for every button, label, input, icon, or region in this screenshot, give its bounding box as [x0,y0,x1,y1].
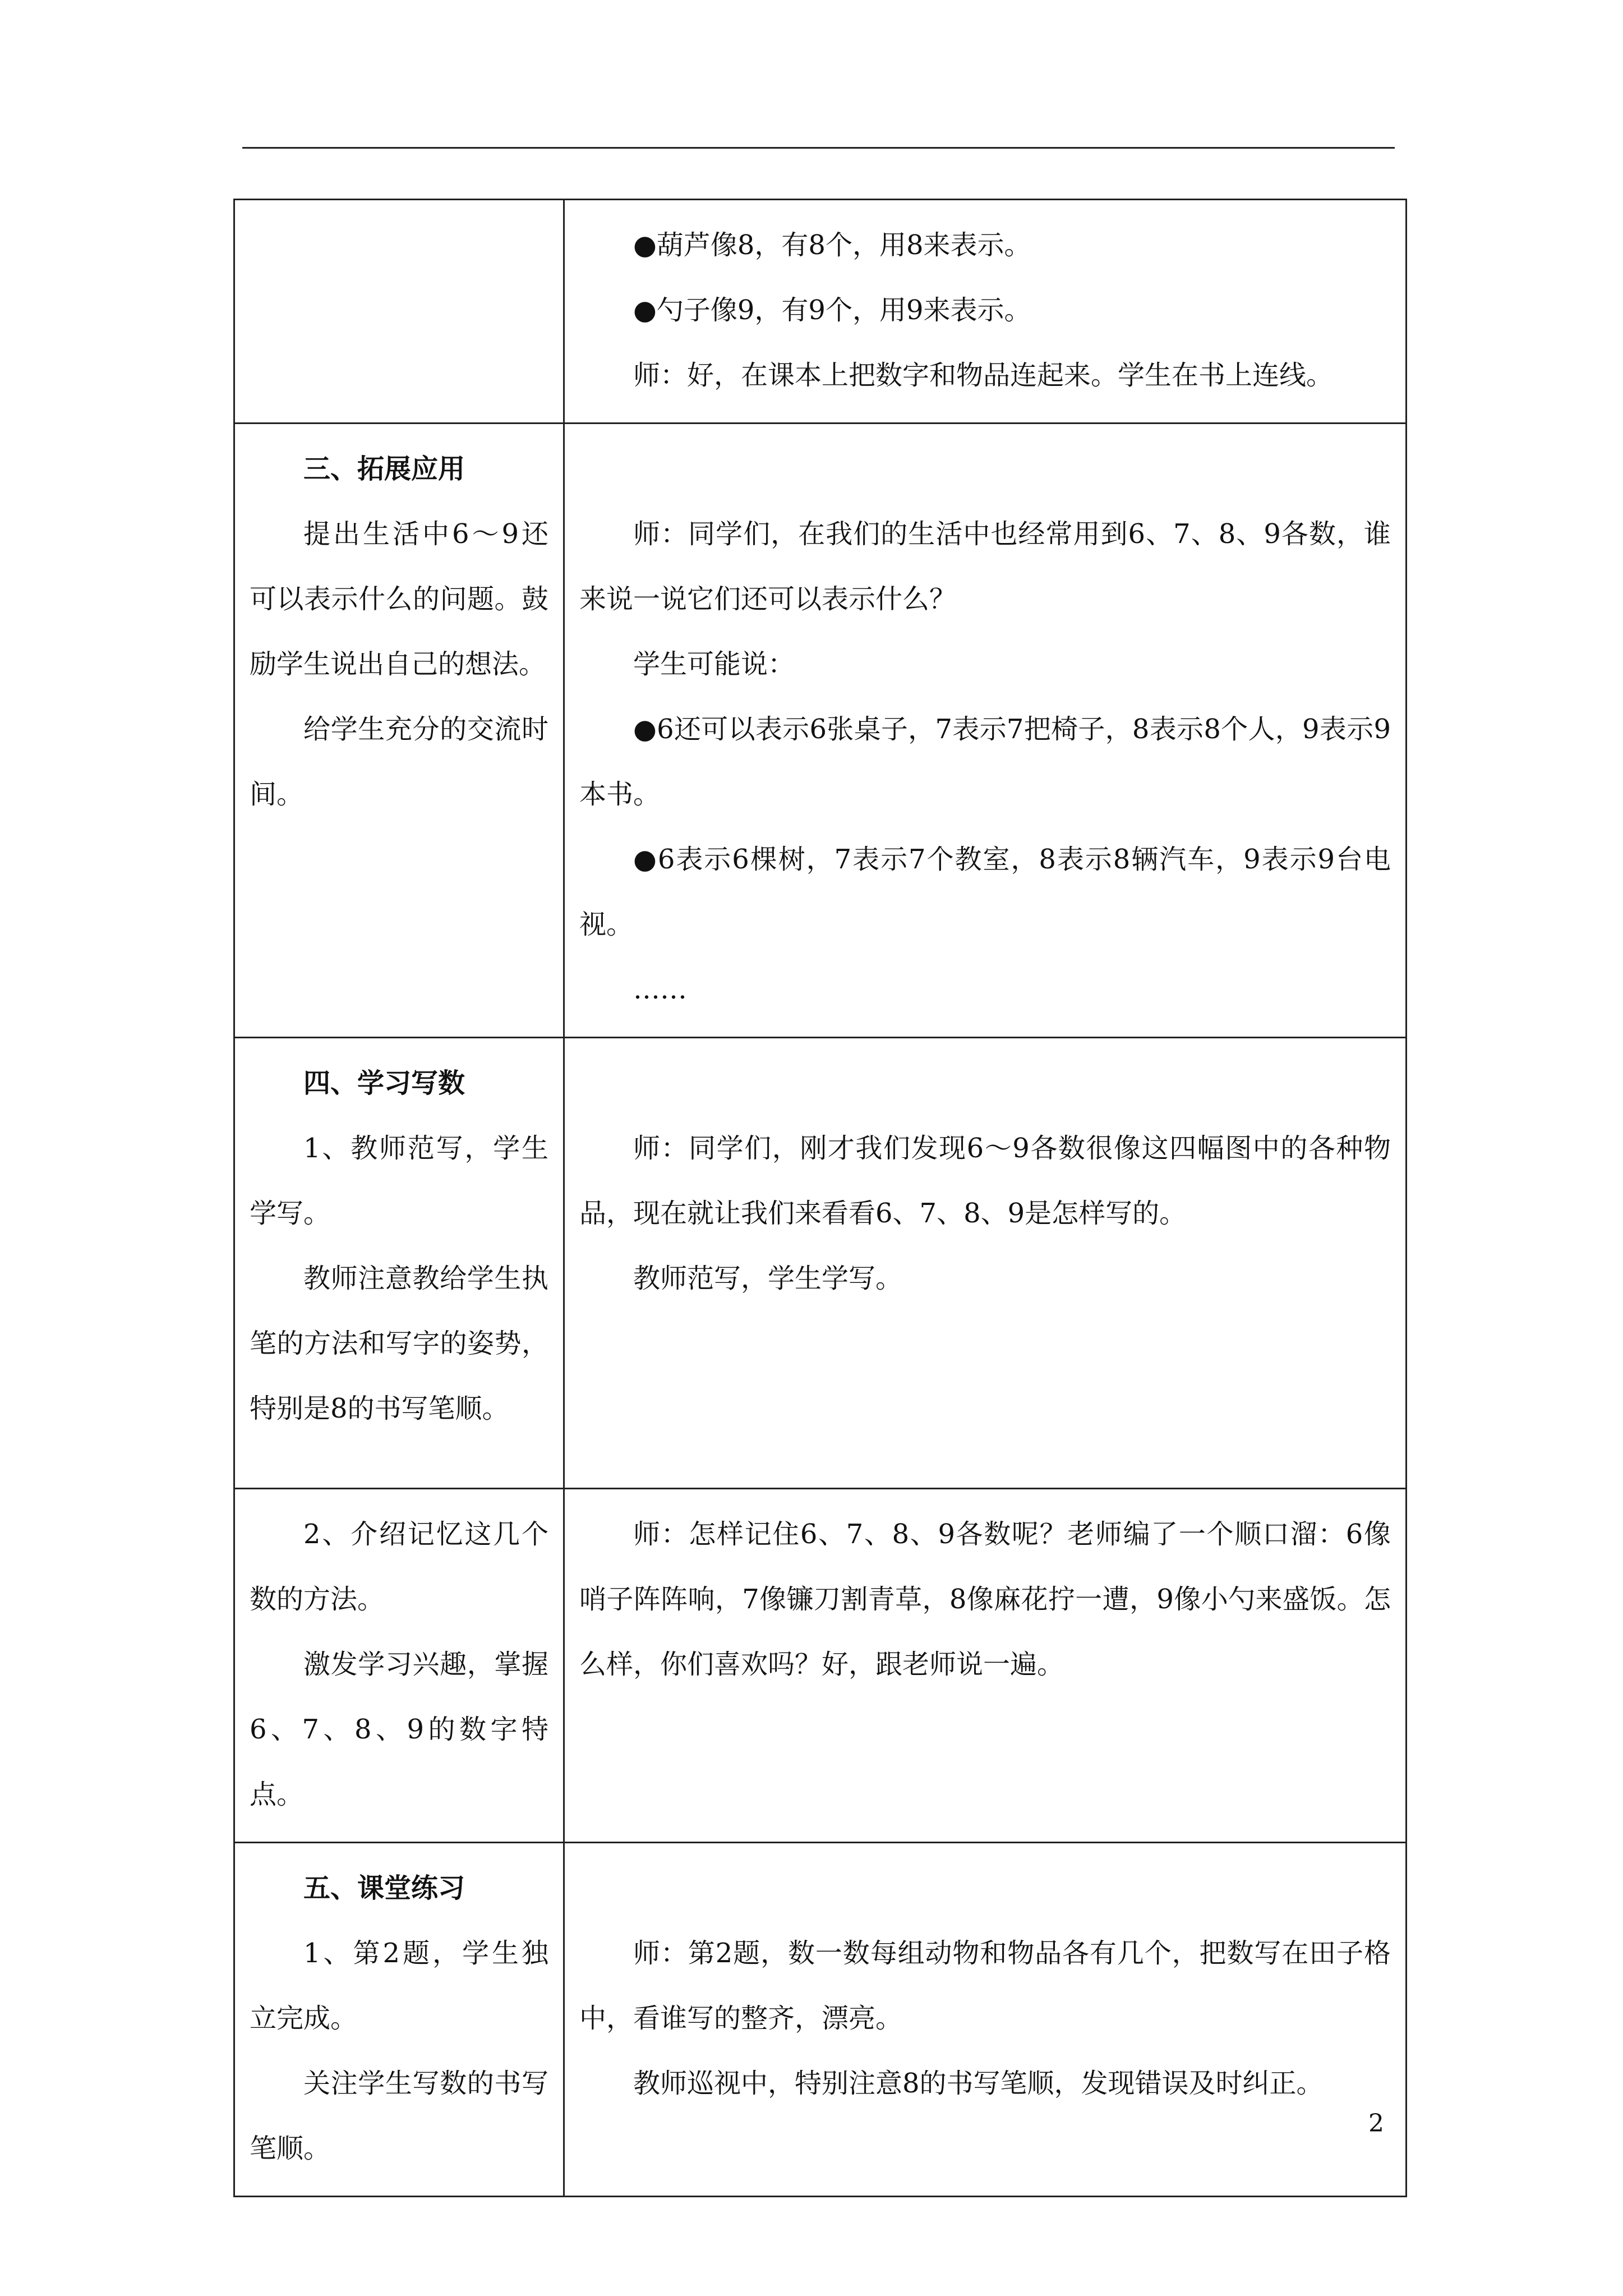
left-cell [234,1038,564,1489]
paragraph: ●勺子像9，有9个，用9来表示。 [633,295,1031,326]
table-row [234,200,1407,424]
right-cell [564,1038,1407,1489]
left-cell [234,424,564,1038]
left-cell [234,200,564,424]
table-row [234,1843,1407,2197]
right-cell [564,1843,1407,2197]
paragraph: 1、第2题，学生独立完成。 [250,1938,548,2034]
paragraph: 提出生活中6～9还可以表示什么的问题。鼓励学生说出自己的想法。 [250,518,548,680]
left-cell [234,1843,564,2197]
paragraph: 关注学生写数的书写笔顺。 [250,2068,548,2164]
section-heading: 三、拓展应用 [303,453,465,485]
left-cell [234,1489,564,1843]
paragraph: 师：怎样记住6、7、8、9各数呢？老师编了一个顺口溜：6像哨子阵阵响，7像镰刀割青草，8像麻花拧一遭，9像小勺来盛饭。怎么样，你们喜欢吗？好，跟老师说一遍。 [579,1519,1391,1680]
right-cell [564,1489,1407,1843]
paragraph: 1、教师范写，学生学写。 [250,1133,548,1229]
lesson-plan-table [233,199,1407,2197]
paragraph: 激发学习兴趣，掌握6、7、8、9的数字特点。 [250,1649,548,1810]
paragraph: 师：第2题，数一数每组动物和物品各有几个，把数写在田子格中，看谁写的整齐，漂亮。 [579,1938,1391,2034]
paragraph: 师：好，在课本上把数字和物品连起来。学生在书上连线。 [633,360,1334,391]
paragraph: ●6表示6棵树，7表示7个教室，8表示8辆汽车，9表示9台电视。 [579,844,1391,940]
header-rule [242,147,1395,149]
paragraph: 教师巡视中，特别注意8的书写笔顺，发现错误及时纠正。 [633,2068,1324,2099]
section-heading: 四、学习写数 [303,1068,465,1099]
table-row [234,1038,1407,1489]
paragraph: 学生可能说： [633,648,795,680]
paragraph: 2、介绍记忆这几个数的方法。 [250,1519,548,1615]
right-cell [564,200,1407,424]
paragraph: ●6还可以表示6张桌子，7表示7把椅子，8表示8个人，9表示9本书。 [579,714,1391,810]
paragraph: ●葫芦像8，有8个，用8来表示。 [633,229,1031,261]
section-heading: 五、课堂练习 [303,1872,465,1904]
page-number: 2 [1368,2109,1384,2138]
paragraph: 给学生充分的交流时间。 [250,714,548,810]
table-row [234,1489,1407,1843]
table-row [234,424,1407,1038]
paragraph: 教师范写，学生学写。 [633,1263,903,1294]
paragraph: 师：同学们，刚才我们发现6～9各数很像这四幅图中的各种物品，现在就让我们来看看6、7、8、9是怎样写的。 [579,1133,1391,1229]
paragraph: 教师注意教给学生执笔的方法和写字的姿势，特别是8的书写笔顺。 [250,1263,548,1424]
paragraph: 师：同学们，在我们的生活中也经常用到6、7、8、9各数，谁来说一说它们还可以表示什么？ [579,518,1391,615]
paragraph: …… [633,974,687,1005]
right-cell [564,424,1407,1038]
